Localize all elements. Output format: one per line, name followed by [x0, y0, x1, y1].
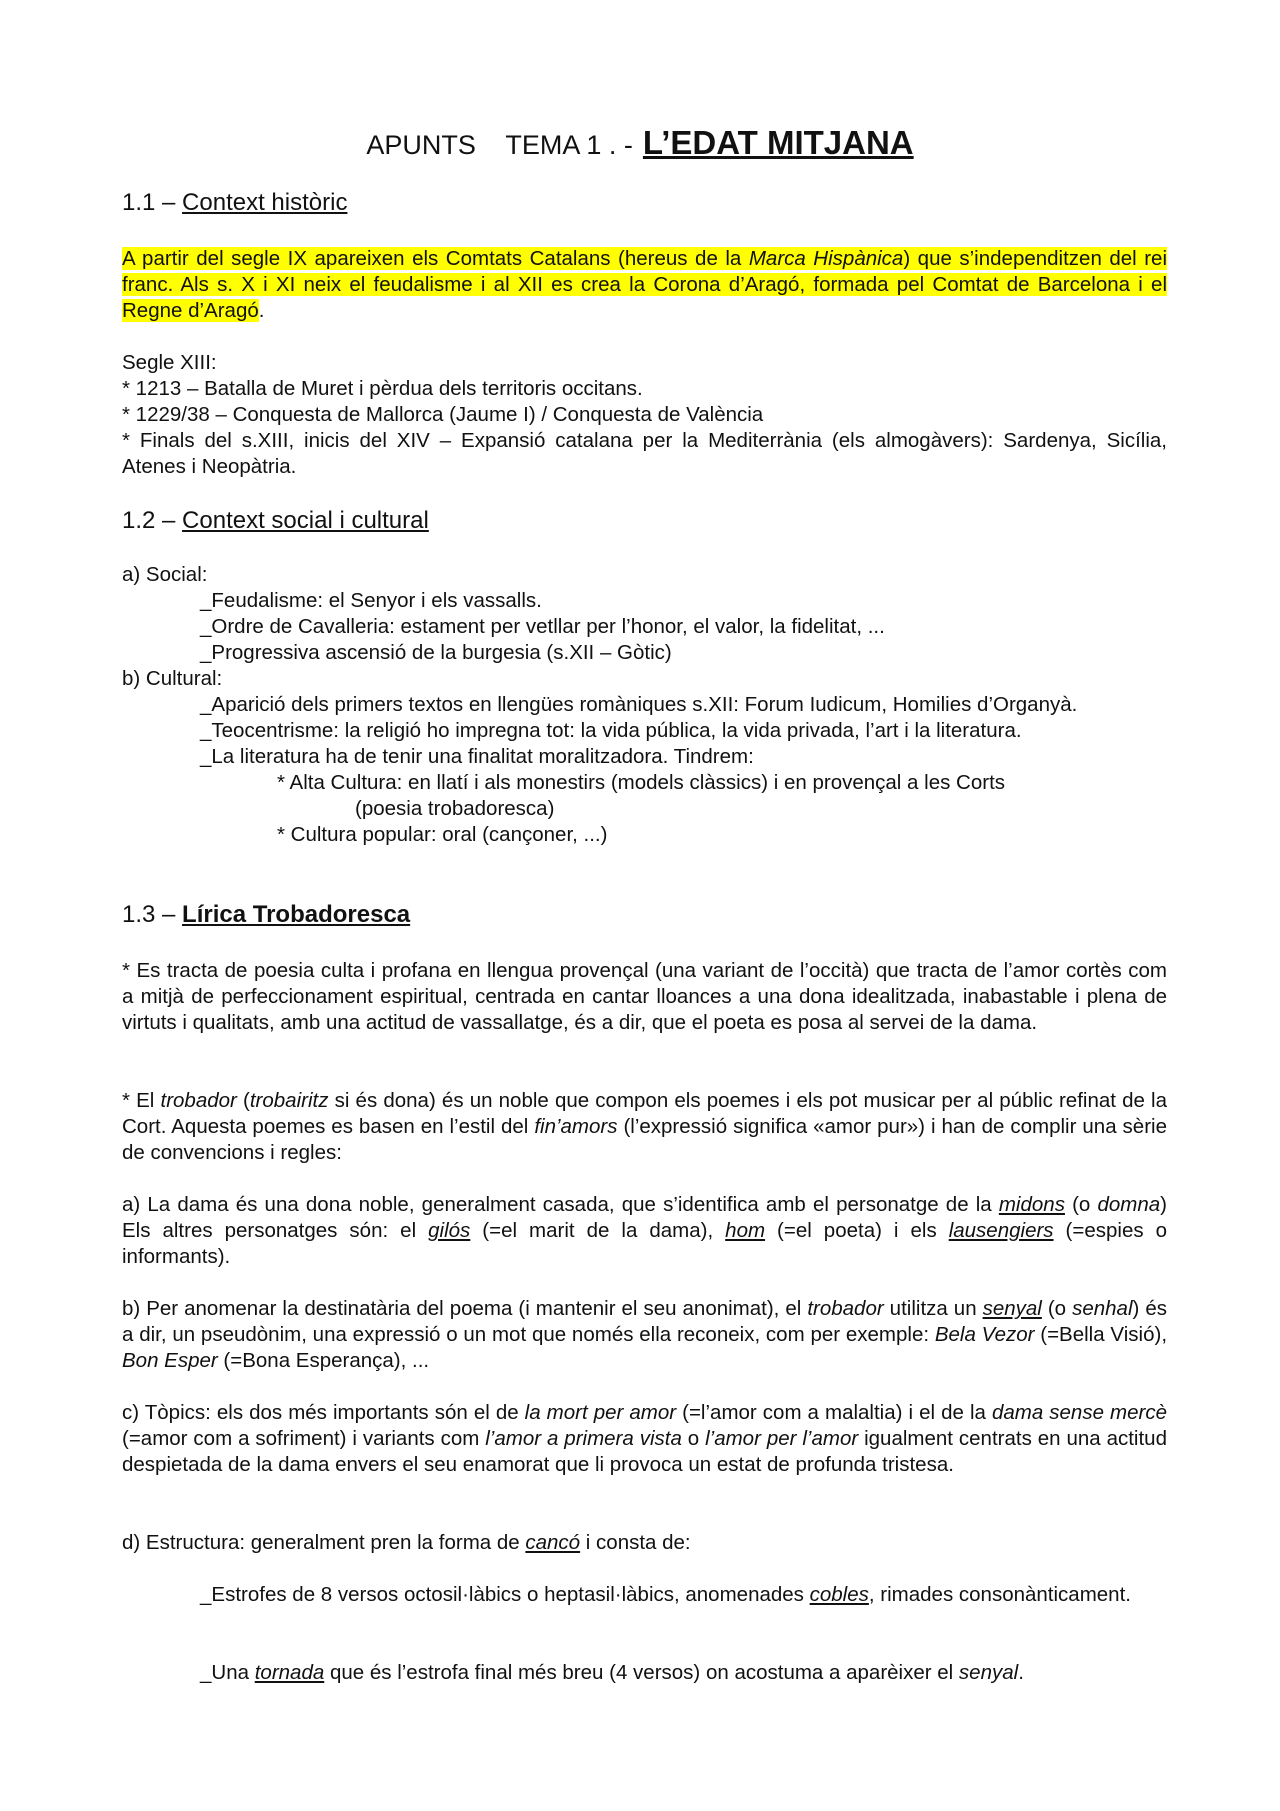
paragraph: c) Tòpics: els dos més importants són el de la mort per amor (=l’amor com a malaltia) i el de la dama sense mercè (=amor com a sofriment) i variants com l’amor a primera vista o l’amor per l’amor igualment centrats en una actitud despietada de la dama envers el seu enamorat que li provoca un estat de profunda tristesa.	[122, 1401, 1167, 1476]
list-item: * Cultura popular: oral (cançoner, ...)	[277, 823, 608, 846]
paragraph: d) Estructura: generalment pren la forma de cancó i consta de:	[122, 1531, 691, 1554]
section-heading-1-1	[122, 188, 347, 218]
paragraph: a) La dama és una dona noble, generalment casada, que s’identifica amb el personatge de la midons (o domna) Els altres personatges són: el gilós (=el marit de la dama), hom (=el poeta) i els lausengiers (=espies o informants).	[122, 1193, 1167, 1268]
paragraph: b) Per anomenar la destinatària del poema (i mantenir el seu anonimat), el trobador utilitza un senyal (o senhal) és a dir, un pseudònim, una expressió o un mot que només ella reconeix, com per exemple: Bela Vezor (=Bella Visió), Bon Esper (=Bona Esperança), ...	[122, 1297, 1168, 1372]
list-item: _La literatura ha de tenir una finalitat moralitzadora. Tindrem:	[200, 745, 754, 768]
list-label: b) Cultural:	[122, 667, 223, 690]
social-cultural-list	[122, 562, 1167, 848]
section-title: Context històric	[182, 189, 348, 216]
list-item: _Una tornada que és l’estrofa final més breu (4 versos) on acostuma a aparèixer el senyal.	[200, 1661, 1024, 1684]
intro-paragraph: A partir del segle IX apareixen els Comtats Catalans (hereus de la Marca Hispànica) que s’independitzen del rei franc. Als s. X i XI neix el feudalisme i al XII es crea la Corona d’Aragó, formada pel Comtat de Barcelona i el Regne d’Aragó.	[122, 247, 1168, 322]
section-number: 1.1 –	[122, 189, 183, 216]
paragraph: * Es tracta de poesia culta i profana en llengua provençal (una variant de l’occità) que tracta de l’amor cortès com a mitjà de perfeccionament espiritual, centrada en cantar lloances a una dona idealitzada, inabastable i plena de virtuts i qualitats, amb una actitud de vassallatge, és a dir, que el poeta es posa al servei de la dama.	[122, 959, 1167, 1034]
title-main: L’EDAT MITJANA	[642, 124, 914, 161]
list-item: _Aparició dels primers textos en llengües romàniques s.XII: Forum Iudicum, Homilies d’Organyà.	[200, 693, 1078, 716]
section-title: Lírica Trobadoresca	[182, 901, 411, 928]
list-item: _Progressiva ascensió de la burgesia (s.XII – Gòtic)	[200, 641, 672, 664]
paragraph: * El trobador (trobairitz si és dona) és un noble que compon els poemes i els pot musicar per al públic refinat de la Cort. Aquesta poemes es basen en l’estil del fin’amors (l’expressió significa «amor pur») i han de complir una sèrie de convencions i regles:	[122, 1089, 1167, 1164]
page-title	[0, 126, 1280, 162]
section-number: 1.3 –	[122, 901, 183, 928]
list-item: * Finals del s.XIII, inicis del XIV – Expansió catalana per la Mediterrània (els almogàvers): Sardenya, Sicília, Atenes i Neopàtria.	[122, 429, 1167, 478]
list-item: (poesia trobadoresca)	[355, 797, 555, 820]
section-title: Context social i cultural	[182, 507, 429, 534]
segle-xiii-list	[122, 350, 1167, 480]
list-item: _Ordre de Cavalleria: estament per vetllar per l’honor, el valor, la fidelitat, ...	[200, 615, 885, 638]
list-item: _Estrofes de 8 versos octosil·làbics o heptasil·làbics, anomenades cobles, rimades consonànticament.	[200, 1583, 1131, 1606]
section-heading-1-2	[122, 506, 429, 536]
list-item: _Teocentrisme: la religió ho impregna tot: la vida pública, la vida privada, l’art i la literatura.	[200, 719, 1022, 742]
list-item: * 1229/38 – Conquesta de Mallorca (Jaume I) / Conquesta de València	[122, 403, 764, 426]
list-label: a) Social:	[122, 563, 208, 586]
list-item: * 1213 – Batalla de Muret i pèrdua dels territoris occitans.	[122, 377, 643, 400]
list-label: Segle XIII:	[122, 351, 217, 374]
title-prefix: APUNTS TEMA 1 . -	[366, 130, 633, 160]
section-heading-1-3	[122, 900, 410, 930]
highlighted-text: A partir del segle IX apareixen els Comtats Catalans (hereus de la Marca Hispànica) que s’independitzen del rei franc. Als s. X i XI neix el feudalisme i al XII es crea la Corona d’Aragó, formada pel Comtat de Barcelona i el Regne d’Aragó	[122, 247, 1168, 322]
list-item: _Feudalisme: el Senyor i els vassalls.	[200, 589, 542, 612]
list-item: * Alta Cultura: en llatí i als monestirs (models clàssics) i en provençal a les Corts	[277, 771, 1006, 794]
section-number: 1.2 –	[122, 507, 183, 534]
